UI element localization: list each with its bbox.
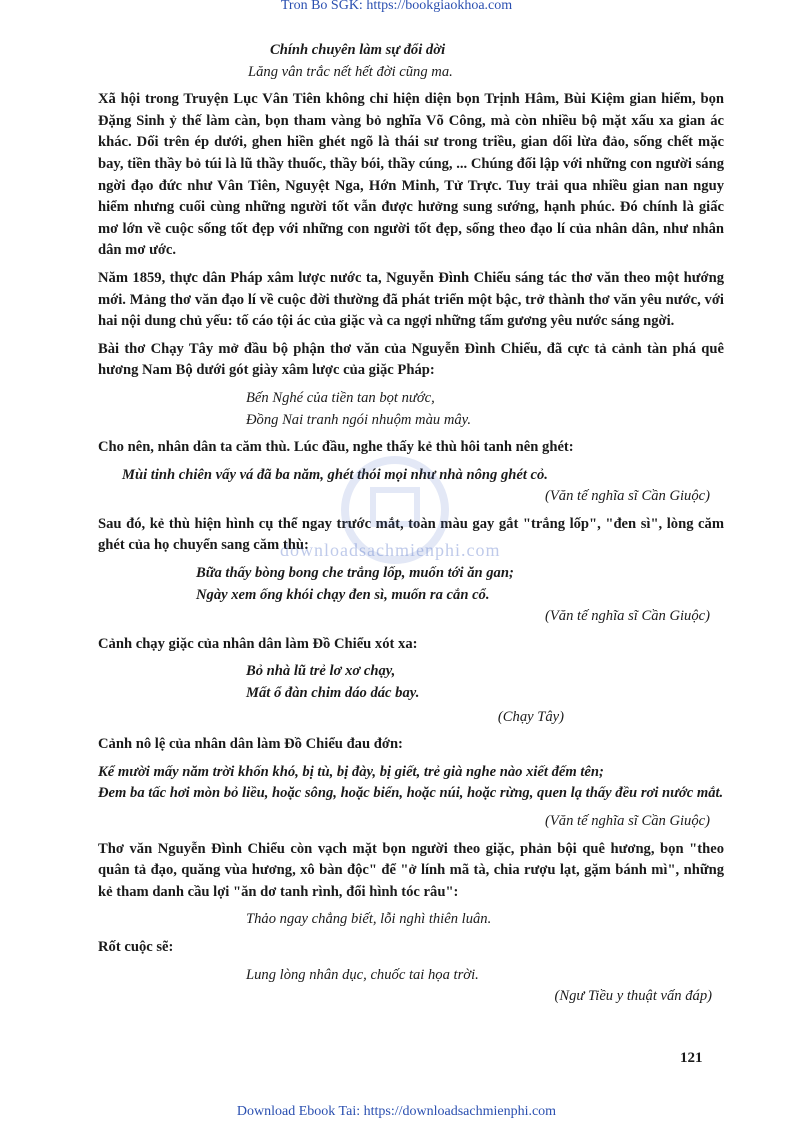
verse-line: Mất ổ đàn chim dáo dác bay. bbox=[246, 685, 420, 702]
verse-line: Thảo ngay chẳng biết, lỗi nghì thiên luân. bbox=[246, 911, 492, 928]
source-citation: (Văn tế nghĩa sĩ Cần Giuộc) bbox=[545, 813, 710, 829]
verse-block bbox=[98, 465, 724, 487]
verse-line: Đem ba tấc hơi mòn bỏ liều, hoặc sông, hoặc biển, hoặc núi, hoặc rừng, quen lạ thấy đều rơi nước mắt. bbox=[98, 785, 724, 802]
source-citation: (Văn tế nghĩa sĩ Cần Giuộc) bbox=[545, 608, 710, 625]
verse-line: Mùi tinh chiên vấy vá đã ba năm, ghét thói mọi như nhà nông ghét cỏ. bbox=[122, 466, 548, 483]
verse-line: Lung lòng nhân dục, chuốc tai họa trời. bbox=[246, 966, 479, 983]
source-citation: (Ngư Tiều y thuật vấn đáp) bbox=[554, 988, 712, 1005]
verse-block bbox=[98, 661, 724, 704]
bottom-footer-link[interactable]: Download Ebook Tai: https://downloadsachmienphi.com bbox=[236, 1104, 557, 1119]
verse-line: Kể mười mấy năm trời khốn khó, bị tù, bị đày, bị giết, trẻ già nghe nào xiết đếm tên; bbox=[98, 763, 604, 780]
verse-line: Bữa thấy bòng bong che trắng lốp, muốn tới ăn gan; bbox=[196, 565, 514, 582]
source-citation: (Chạy Tây) bbox=[497, 708, 564, 725]
verse-line: Bỏ nhà lũ trẻ lơ xơ chạy, bbox=[246, 663, 396, 680]
opening-verse bbox=[98, 40, 724, 83]
paragraph: Cảnh nô lệ của nhân dân làm Đồ Chiểu đau đớn: bbox=[98, 736, 403, 753]
verse-block bbox=[98, 388, 724, 431]
paragraph: Sau đó, kẻ thù hiện hình cụ thể ngay trước mắt, toàn màu gay gắt "trắng lốp", "đen sì", lòng căm ghét của họ chuyển sang căm thù: bbox=[98, 515, 724, 554]
verse-line: Ngày xem ống khói chạy đen sì, muốn ra cắn cổ. bbox=[196, 586, 490, 603]
verse-block bbox=[98, 762, 724, 805]
verse-block bbox=[98, 563, 724, 606]
verse-line: Đồng Nai tranh ngói nhuộm màu mây. bbox=[246, 411, 471, 428]
verse-line: Chính chuyên làm sự đổi dời bbox=[270, 42, 446, 58]
page-number: 121 bbox=[680, 1050, 703, 1066]
paragraph: Thơ văn Nguyễn Đình Chiểu còn vạch mặt bọn người theo giặc, phản bội quê hương, bọn "theo quân tả đạo, quăng vùa hương, xô bàn độc" để "ở lính mã tà, chia rượu lạt, gặm bánh mì", những kẻ tham danh cầu lợi "ăn dơ tanh rình, đổi hình tóc râu": bbox=[98, 840, 724, 900]
verse-block bbox=[98, 965, 724, 987]
verse-line: Bến Nghé của tiền tan bọt nước, bbox=[246, 389, 435, 406]
paragraph: Xã hội trong Truyện Lục Vân Tiên không chỉ hiện diện bọn Trịnh Hâm, Bùi Kiệm gian hiểm, bọn Đặng Sinh ỷ thế làm càn, bọn tham vàng bỏ nghĩa Võ Công, mà còn nhiều bộ mặt xấu xa gian ác khác. Dối trên ép dưới, ghen hiền ghét ngõ là thái sư trong triều, gian dối lừa đảo, sống chết mặc bay, tiền thầy bỏ túi là lũ thầy thuốc, thầy bói, thầy cúng, ... Chúng đối lập với những con người sáng ngời đạo đức như Vân Tiên, Nguyệt Nga, Hớn Minh, Tử Trực. Tuy trải qua nhiều gian nan nguy hiểm nhưng cuối cùng những người tốt vẫn được hưởng sung sướng, hạnh phúc. Đó chính là giấc mơ lớn về cuộc sống tốt đẹp với những con người tốt đẹp, sống theo đạo lí của nhân dân, như nhân dân mơ ước. bbox=[98, 91, 724, 259]
paragraph: Bài thơ Chạy Tây mở đầu bộ phận thơ văn của Nguyễn Đình Chiểu, đã cực tả cảnh tàn phá quê hương Nam Bộ dưới gót giày xâm lược của giặc Pháp: bbox=[98, 340, 724, 379]
top-header-link[interactable]: Tron Bo SGK: https://bookgiaokhoa.com bbox=[280, 0, 513, 13]
paragraph: Cảnh chạy giặc của nhân dân làm Đồ Chiểu xót xa: bbox=[98, 635, 418, 652]
verse-block bbox=[98, 909, 724, 931]
paragraph: Cho nên, nhân dân ta căm thù. Lúc đầu, nghe thấy kẻ thù hôi tanh nên ghét: bbox=[98, 439, 574, 456]
paragraph: Năm 1859, thực dân Pháp xâm lược nước ta, Nguyễn Đình Chiểu sáng tác thơ văn theo một hướng mới. Mảng thơ văn đạo lí về cuộc đời thường đã phát triển một bậc, trở thành thơ văn yêu nước, với hai nội dung chủ yếu: tố cáo tội ác của giặc và ca ngợi những tấm gương yêu nước sáng ngời. bbox=[98, 269, 724, 330]
watermark-text: downloadsachmienphi.com bbox=[280, 540, 501, 560]
source-citation: (Văn tế nghĩa sĩ Cần Giuộc) bbox=[545, 488, 710, 505]
page-body bbox=[98, 40, 724, 1014]
paragraph: Rốt cuộc sẽ: bbox=[98, 938, 174, 955]
verse-line: Lăng vân trắc nết hết đời cũng ma. bbox=[248, 63, 453, 80]
